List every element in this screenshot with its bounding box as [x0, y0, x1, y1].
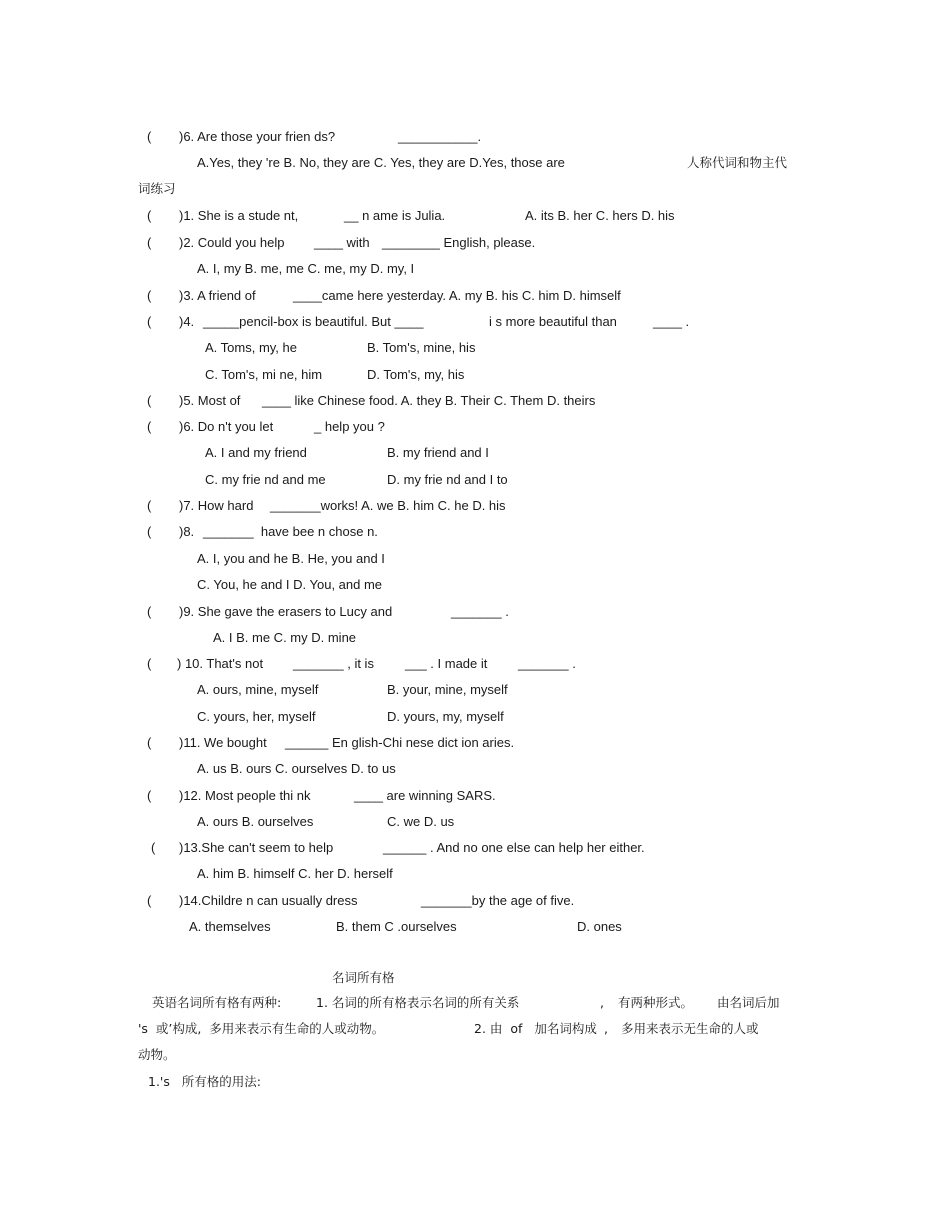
section-title-continued: 词练习: [138, 181, 176, 196]
question-text: )7. How hard: [179, 498, 254, 513]
question-blank: ___ . I made it: [405, 656, 488, 671]
question-options: A. us B. ours C. ourselves D. to us: [197, 761, 396, 776]
option-c: C. yours, her, myself: [197, 709, 316, 724]
option-c: C. my frie nd and me: [205, 472, 326, 487]
question-text: )5. Most of: [179, 393, 241, 408]
answer-bracket: (: [147, 604, 152, 619]
question-blank: _______by the age of five.: [421, 893, 575, 908]
question-text: )11. We bought: [179, 735, 267, 750]
section-title: 名词所有格: [332, 970, 395, 985]
paragraph-text: 动物。: [138, 1047, 176, 1062]
question-text: )9. She gave the erasers to Lucy and: [179, 604, 393, 619]
paragraph-text: 's 或’构成, 多用来表示有生命的人或动物。: [138, 1021, 385, 1036]
question-options: C. You, he and I D. You, and me: [197, 577, 383, 592]
option-b: B. Tom's, mine, his: [367, 340, 476, 355]
answer-bracket: (: [147, 129, 152, 144]
question-blank: _______ , it is: [293, 656, 374, 671]
question-text: )12. Most people thi nk: [179, 788, 311, 803]
section-title: 人称代词和物主代: [687, 155, 788, 170]
option-d: D. yours, my, myself: [387, 709, 504, 724]
question-text: )14.Childre n can usually dress: [179, 893, 358, 908]
option-a: A. Toms, my, he: [205, 340, 297, 355]
answer-bracket: (: [147, 656, 152, 671]
question-text: )6. Do n't you let: [179, 419, 274, 434]
question-blank: _____pencil-box is beautiful. But ____: [203, 314, 424, 329]
option-a: A. themselves: [189, 919, 271, 934]
answer-bracket: (: [147, 235, 152, 250]
question-blank: _ help you ?: [314, 419, 385, 434]
question-text: ) 10. That's not: [177, 656, 264, 671]
option-a: A. I and my friend: [205, 445, 307, 460]
answer-bracket: (: [147, 393, 152, 408]
question-blank: __ n ame is Julia.: [344, 208, 446, 223]
answer-bracket: (: [147, 524, 152, 539]
paragraph-text: 1. 名词的所有格表示名词的所有关系: [316, 995, 520, 1010]
option-a: A. ours, mine, myself: [197, 682, 319, 697]
option-b: B. my friend and I: [387, 445, 489, 460]
answer-bracket: (: [147, 498, 152, 513]
paragraph-text: 有两种形式。: [618, 995, 694, 1010]
question-blank: ___________.: [398, 129, 482, 144]
answer-bracket: (: [147, 788, 152, 803]
option-c: D. ones: [577, 919, 622, 934]
question-options: A. I B. me C. my D. mine: [213, 630, 357, 645]
option-c: C. Tom's, mi ne, him: [205, 367, 323, 382]
answer-bracket: (: [147, 419, 152, 434]
question-blank: _______ have bee n chose n.: [203, 524, 378, 539]
option-b: B. them C .ourselves: [336, 919, 457, 934]
question-blank: ____ like Chinese food. A. they B. Their C. Them D. theirs: [262, 393, 596, 408]
question-text: )4.: [179, 314, 195, 329]
question-text: )8.: [179, 524, 195, 539]
option-b: C. we D. us: [387, 814, 455, 829]
option-d: D. my frie nd and I to: [387, 472, 508, 487]
question-blank: ____ are winning SARS.: [354, 788, 496, 803]
question-blank: _______ .: [451, 604, 509, 619]
question-text: )1. She is a stude nt,: [179, 208, 299, 223]
question-blank: _______works! A. we B. him C. he D. his: [270, 498, 506, 513]
question-blank: ____came here yesterday. A. my B. his C. him D. himself: [293, 288, 621, 303]
answer-bracket: (: [147, 735, 152, 750]
paragraph-text: 2. 由 of 加名词构成: [474, 1021, 597, 1036]
paragraph-text: 多用来表示无生命的人或: [621, 1021, 759, 1036]
question-options: A. him B. himself C. her D. herself: [197, 866, 393, 881]
question-text: )13.She can't seem to help: [179, 840, 334, 855]
question-blank: ____ with: [314, 235, 370, 250]
answer-bracket: (: [147, 208, 152, 223]
subsection-heading: 1.'s 所有格的用法:: [148, 1074, 262, 1089]
question-blank: ____ .: [653, 314, 690, 329]
answer-bracket: (: [151, 840, 156, 855]
question-blank: _______ .: [518, 656, 576, 671]
question-text-continued: i s more beautiful than: [489, 314, 617, 329]
question-options: A. I, my B. me, me C. me, my D. my, I: [197, 261, 415, 276]
paragraph-text: 英语名词所有格有两种:: [152, 995, 282, 1010]
paragraph-text: ,: [604, 1021, 608, 1036]
question-blank: ________ English, please.: [382, 235, 536, 250]
answer-bracket: (: [147, 893, 152, 908]
option-b: B. your, mine, myself: [387, 682, 508, 697]
option-a: A. ours B. ourselves: [197, 814, 314, 829]
question-blank: ______ . And no one else can help her either.: [383, 840, 645, 855]
paragraph-text: 由名词后加: [717, 995, 780, 1010]
question-blank: ______ En glish-Chi nese dict ion aries.: [285, 735, 515, 750]
question-text: )3. A friend of: [179, 288, 256, 303]
paragraph-text: ,: [600, 995, 604, 1010]
question-text: )6. Are those your frien ds?: [179, 129, 336, 144]
answer-bracket: (: [147, 288, 152, 303]
question-options: A. its B. her C. hers D. his: [525, 208, 675, 223]
answer-bracket: (: [147, 314, 152, 329]
question-text: )2. Could you help: [179, 235, 285, 250]
question-options: A.Yes, they 're B. No, they are C. Yes, they are D.Yes, those are: [197, 155, 565, 170]
question-options: A. I, you and he B. He, you and I: [197, 551, 385, 566]
option-d: D. Tom's, my, his: [367, 367, 465, 382]
